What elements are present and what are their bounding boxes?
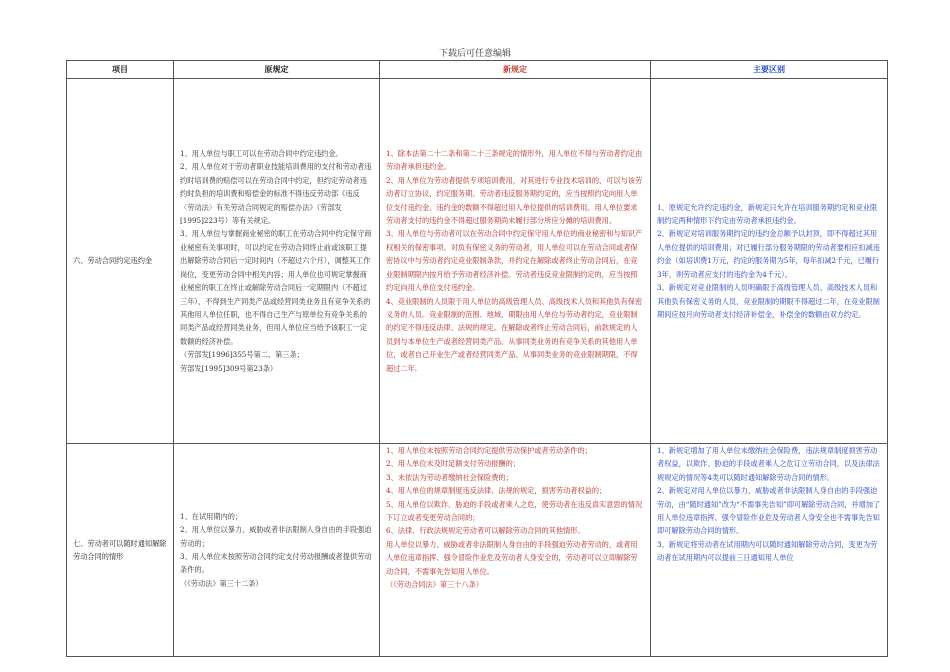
header-main-difference: 主要区别 [651,61,888,79]
table-header-row [67,61,888,79]
difference-paragraph: 1、新规定增加了用人单位未缴纳社会保险费，违法规章制度损害劳动者权益，以欺诈、胁迫的手段或者乘人之危订立劳动合同，以及法律法规规定的情况等4类可以随时通知解除劳动合同的情形。 [657,446,880,482]
old-rule-paragraph: 3、用人单位与掌握商业秘密的职工在劳动合同中约定保守商业秘密有关事项时，可以约定在劳动合同终止前或该职工提出解除劳动合同后一定时间内（不超过六个月），调整其工作岗位，变更劳动合同中相关内容；用人单位也可规定掌握商业秘密的职工在终止或解除劳动合同后一定期限内（不超过三年），不得到生产同类产品或经营同类业务且有竞争关系的其他用人单位任职，也不得自己生产与原单位有竞争关系的同类产品或经营同类业务，但用人单位应当给予该职工一定数额的经济补偿。 [180,229,372,346]
new-rule-paragraph: 用人单位以暴力、威胁或者非法限制人身自由的手段强迫劳动者劳动的，或者用人单位违章指挥、强令冒险作业危及劳动者人身安全的，劳动者可以立即解除劳动合同，不需事先告知用人单位。 [386,539,638,576]
difference-paragraph: 3、新规定将劳动者在试用期内可以随时通知解除劳动合同，变更为劳动者在试用期内可以提前三日通知用人单位 [657,539,878,563]
header-item: 项目 [67,61,174,79]
table-row [67,444,888,657]
new-rule-paragraph: 1、除本法第二十二条和第二十三条规定的情形外，用人单位不得与劳动者约定由劳动者承担违约金。 [386,149,643,172]
old-rule-cell [174,79,380,444]
page-caption: 下载后可任意编辑 [438,49,511,59]
new-rule-paragraph: 2、用人单位为劳动者提供专项培训费用，对其进行专业技术培训的，可以与该劳动者订立协议，约定服务期。劳动者违反服务期约定的，应当按照约定向用人单位支付违约金。违约金的数额不得超过用人单位提供的培训费用。用人单位要求劳动者支付的违约金不得超过服务期尚未履行部分所应分摊的培训费用。 [386,175,643,226]
new-rule-citation: （《劳动合同法》第三十八条） [386,580,484,590]
old-rule-citation: 劳部发[1995]309号第23条） [180,363,278,373]
new-rule-paragraph: 3、用人单位与劳动者可以在劳动合同中约定保守用人单位的商业秘密和与知识产权相关的保密事项。对负有保密义务的劳动者，用人单位可以在劳动合同或者保密协议中与劳动者约定竞业限制条款，并约定在解除或者终止劳动合同后，在竞业限制期限内按月给予劳动者经济补偿。劳动者违反竞业限制约定的，应当按照约定向用人单位支付违约金。 [386,229,643,293]
new-rule-paragraph: 4、竞业限制的人员限于用人单位的高级管理人员、高级技术人员和其他负有保密义务的人员。竞业限制的范围、地域、期限由用人单位与劳动者约定，竞业限制的约定不得违反法律、法规的规定。在解除或者终止劳动合同后，前款规定的人员到与本单位生产或者经营同类产品、从事同类业务的有竞争关系的其他用人单位，或者自己开业生产或者经营同类产品、从事同类业务的竞业限制期限，不得超过二年. [386,296,643,373]
new-rule-paragraph: 2、用人单位未及时足额支付劳动报酬的； [386,459,520,469]
difference-paragraph: 1、原规定允许约定违约金，新规定只允许在培训服务期约定和竞业限制约定两种情形下约定由劳动者承担违约金。 [657,202,878,226]
old-rule-citation: （劳部发[1996]355号第二、第三条； [180,350,304,360]
difference-cell [651,444,888,657]
difference-paragraph: 3、新规定对竞业限制的人员明确限于高级管理人员、高级技术人员和其他负有保密义务的人员，竞业限制的期限不得超过二年，在竞业限制期间应按月向劳动者支付经济补偿金，补偿金的数额由双方约定。 [657,283,880,319]
old-rule-paragraph: 3、用人单位未按照劳动合同约定支付劳动报酬或者提供劳动条件的。 [180,552,372,575]
difference-paragraph: 2、新规定对培训服务期约定的违约金总额予以封顶，即不得超过其用人单位提供的培训费用；对已履行部分服务期限的劳动者要相应扣减违约金（如培训费1万元，约定的服务期为5年，每年扣减2千元，已履行3年，则劳动者应支付的违约金为4千元）。 [657,229,880,279]
old-rule-cell [174,444,380,657]
new-rule-paragraph: 6、法律、行政法规规定劳动者可以解除劳动合同的其他情形。 [386,526,585,536]
difference-paragraph: 2、新规定对用人单位以暴力、威胁或者非法限制人身自由的手段强迫劳动，由“随时通知”改为“不需事先告知”即可解除劳动合同，并增加了用人单位违章指挥、强令冒险作业危及劳动者人身安全也不需事先告知即可解除劳动合同的情形。 [657,486,881,536]
new-rule-cell [380,444,651,657]
difference-cell [651,79,888,444]
old-rule-paragraph: 2、用人单位对于劳动者职业技能培训费用的支付和劳动者违约时培训费的赔偿可以在劳动合同中约定，但约定劳动者违约时负担的培训费和赔偿金的标准不得违反劳动部《违反〈劳动法〉有关劳动合同规定的赔偿办法》（劳部发[1995]223号）等有关规定。 [180,162,372,226]
new-rule-paragraph: 5、用人单位以欺诈、胁迫的手段或者乘人之危，使劳动者在违反真实意思的情况下订立或者变更劳动合同的； [386,499,643,523]
new-rule-paragraph: 1、用人单位未按照劳动合同约定提供劳动保护或者劳动条件的； [386,446,592,455]
header-new-rule: 新规定 [380,61,651,79]
new-rule-paragraph: 3、未依法为劳动者缴纳社会保险费的； [386,472,513,482]
old-rule-paragraph: 1、在试用期内的； [180,511,243,521]
comparison-table [66,60,888,657]
old-rule-citation: （《劳动法》第三十二条） [180,578,263,588]
old-rule-paragraph: 2、用人单位以暴力、威胁或者非法限制人身自由的手段强迫劳动的； [180,525,372,548]
table-row [67,79,888,444]
row-item-label: 六、劳动合同约定违约金 [67,79,174,444]
header-old-rule: 原规定 [174,61,380,79]
row-item-label: 七、劳动者可以随时通知解除劳动合同的情形 [67,444,174,657]
new-rule-cell [380,79,651,444]
new-rule-paragraph: 4、用人单位的规章制度违反法律、法规的规定，损害劳动者权益的； [386,486,607,496]
old-rule-paragraph: 1、用人单位与职工可以在劳动合同中约定违约金。 [180,149,343,159]
